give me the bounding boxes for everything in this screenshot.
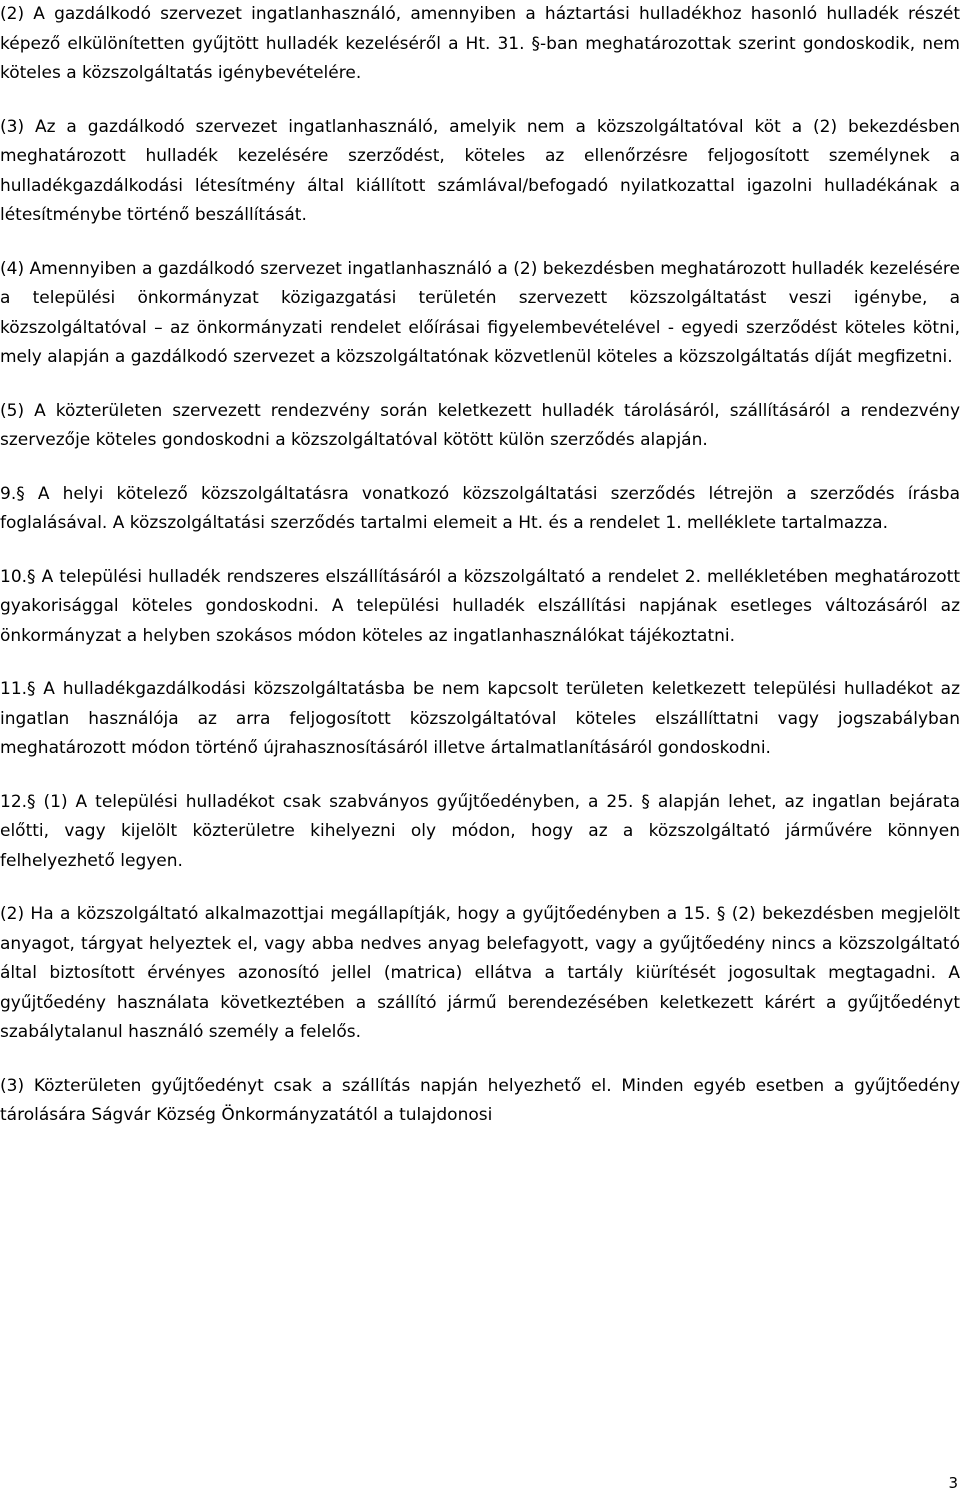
paragraph-8-2: (2) A gazdálkodó szervezet ingatlanhasználó, amennyiben a háztartási hulladékhoz hasonló hulladék részét képező elkülönítetten gyűjtött hulladék kezeléséről a Ht. 31. §-ban meghatározottak szerint gondoskodik, nem köteles a közszolgáltatás igénybevételére.: [0, 4, 960, 83]
paragraph-section-12-1: 12.§ (1) A települési hulladékot csak szabványos gyűjtőedényben, a 25. § alapján lehet, az ingatlan bejárata előtti, vagy kijelölt közterületre kihelyezni oly módon, hogy az a közszolgáltató járművére könnyen felhelyezhető legyen.: [0, 791, 960, 871]
paragraph-8-4: (4) Amennyiben a gazdálkodó szervezet ingatlanhasználó a (2) bekezdésben meghatározott hulladék kezelésére a települési önkormányzat közigazgatási területén szervezett közszolgáltatást veszi igénybe, a közszolgáltatóval – az önkormányzati rendelet előírásai figyelembevételével - egyedi szerződést köteles kötni, mely alapján a gazdálkodó szervezet a közszolgáltatónak közvetlenül köteles a közszolgáltatás díját megfizetni.: [0, 258, 960, 367]
paragraph-section-9: 9.§ A helyi kötelező közszolgáltatásra vonatkozó közszolgáltatási szerződés létrejön a szerződés írásba foglalásával. A közszolgáltatási szerződés tartalmi elemeit a Ht. és a rendelet 1. melléklete tartalmazza.: [0, 483, 960, 533]
paragraph-section-12-2: (2) Ha a közszolgáltató alkalmazottjai megállapítják, hogy a gyűjtőedényben a 15. § (2) bekezdésben megjelölt anyagot, tárgyat helyeztek el, vagy abba nedves anyag belefagyott, vagy a gyűjtőedény nincs a közszolgáltató által biztosított érvényes azonosító jellel (matrica) ellátva a tartály kiürítését jogosultak megtagadni. A gyűjtőedény használata következtében a szállító jármű berendezésében keletkezett kárért a gyűjtőedényt szabálytalanul használó személy a felelős.: [0, 904, 960, 1042]
paragraph-section-11: 11.§ A hulladékgazdálkodási közszolgáltatásba be nem kapcsolt területen keletkezett települési hulladékot az ingatlan használója az arra feljogosított közszolgáltatóval köteles elszállíttatni vagy jogszabályban meghatározott módon történő újrahasznosításáról illetve ártalmatlanításáról gondoskodni.: [0, 679, 960, 758]
paragraph-8-5: (5) A közterületen szervezett rendezvény során keletkezett hulladék tárolásáról, szállításáról a rendezvény szervezője köteles gondoskodni a közszolgáltatóval kötött külön szerződés alapján.: [0, 400, 960, 450]
paragraph-section-12-3: (3) Közterületen gyűjtőedényt csak a szállítás napján helyezhető el. Minden egyéb esetben a gyűjtőedény tárolására Ságvár Község Önkormányzatától a tulajdonosi: [0, 1075, 960, 1125]
paragraph-8-3: (3) Az a gazdálkodó szervezet ingatlanhasználó, amelyik nem a közszolgáltatóval köt a (2) bekezdésben meghatározott hulladék kezelésére szerződést, köteles az ellenőrzésre feljogosított személynek a hulladékgazdálkodási létesítmény által kiállított számlával/befogadó nyilatkozattal igazolni hulladékának a létesítménybe történő beszállítását.: [0, 116, 960, 225]
page-number: 3: [948, 1474, 958, 1492]
paragraph-section-10: 10.§ A települési hulladék rendszeres elszállításáról a közszolgáltató a rendelet 2. mellékletében meghatározott gyakorisággal köteles gondoskodni. A települési hulladék elszállítási napjának esetleges változásáról az önkormányzat a helyben szokásos módon köteles az ingatlanhasználókat tájékoztatni.: [0, 566, 960, 646]
